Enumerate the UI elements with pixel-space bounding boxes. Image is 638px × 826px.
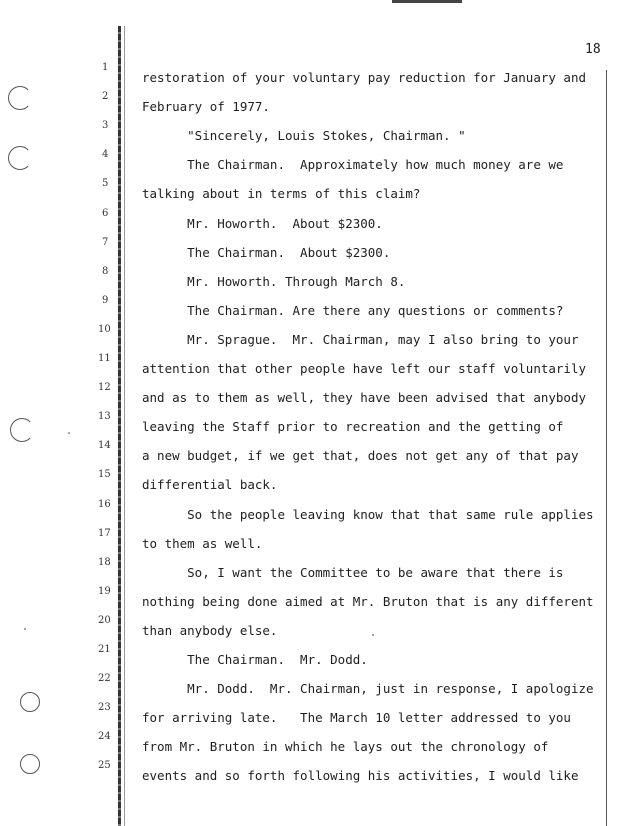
transcript-line: events and so forth following his activities, I would like xyxy=(142,768,579,784)
scan-speck xyxy=(68,432,70,434)
transcript-line: So the people leaving know that that same rule applies xyxy=(142,506,594,522)
transcript-line: Mr. Dodd. Mr. Chairman, just in response, I apologize xyxy=(142,681,594,697)
transcript-line: restoration of your voluntary pay reduction for January and xyxy=(142,70,587,85)
line-number: 5 xyxy=(102,178,109,190)
line-number: 19 xyxy=(98,585,111,597)
line-number: 7 xyxy=(102,236,109,248)
binder-hole-icon xyxy=(8,86,32,110)
page-number: 18 xyxy=(585,42,601,57)
transcript-line: The Chairman. Approximately how much money are we xyxy=(142,157,564,173)
line-number: 24 xyxy=(98,731,111,743)
scan-speck xyxy=(372,634,374,636)
line-number: 3 xyxy=(102,120,109,132)
line-number: 22 xyxy=(98,673,111,685)
transcript-line: So, I want the Committee to be aware that there is xyxy=(142,564,564,580)
binder-hole-icon xyxy=(20,754,40,774)
scan-speck xyxy=(24,628,26,630)
binder-hole-icon xyxy=(10,418,34,442)
line-number: 17 xyxy=(98,527,111,539)
transcript-line: a new budget, if we get that, does not get any of that pay xyxy=(142,448,579,464)
line-number: 14 xyxy=(98,440,111,452)
binder-hole-icon xyxy=(8,146,32,170)
right-margin-rule xyxy=(606,70,607,826)
transcript-line: "Sincerely, Louis Stokes, Chairman. " xyxy=(142,128,466,144)
line-number: 2 xyxy=(102,91,109,103)
transcript-line: differential back. xyxy=(142,477,278,493)
line-number: 11 xyxy=(98,353,111,364)
line-number: 10 xyxy=(98,323,111,335)
transcript-line: and as to them as well, they have been advised that anybody xyxy=(142,390,587,406)
left-margin-rule xyxy=(118,26,121,826)
transcript-line: February of 1977. xyxy=(142,99,270,115)
line-number: 9 xyxy=(102,294,109,306)
transcript-line: attention that other people have left our staff voluntarily xyxy=(142,361,587,376)
transcript-line: leaving the Staff prior to recreation and the getting of xyxy=(142,419,564,435)
transcript-line: to them as well. xyxy=(142,535,263,551)
line-number: 18 xyxy=(98,556,111,568)
transcript-line: nothing being done aimed at Mr. Bruton that is any different xyxy=(142,593,594,609)
binder-hole-icon xyxy=(20,692,40,712)
left-margin-rule-inner xyxy=(124,26,125,826)
line-number: 6 xyxy=(102,207,109,219)
line-number: 16 xyxy=(98,498,111,510)
transcript-line: The Chairman. Mr. Dodd. xyxy=(142,652,368,667)
line-number: 25 xyxy=(98,760,111,772)
line-number: 8 xyxy=(102,265,109,277)
line-number: 1 xyxy=(102,62,109,73)
transcript-line: from Mr. Bruton in which he lays out the chronology of xyxy=(142,739,549,755)
transcript-line: The Chairman. Are there any questions or comments? xyxy=(142,302,564,318)
line-number: 13 xyxy=(98,411,111,423)
line-number: 4 xyxy=(102,149,109,161)
transcript-line: than anybody else. xyxy=(142,622,278,638)
top-edge-mark xyxy=(392,0,462,3)
line-number: 21 xyxy=(98,644,111,655)
transcript-line: Mr. Howorth. About $2300. xyxy=(142,215,383,231)
line-number: 20 xyxy=(98,614,111,626)
line-number: 12 xyxy=(98,382,111,394)
line-number: 23 xyxy=(98,702,111,714)
line-number: 15 xyxy=(98,469,111,481)
transcript-line: talking about in terms of this claim? xyxy=(142,186,421,202)
transcript-line: Mr. Sprague. Mr. Chairman, may I also bring to your xyxy=(142,331,579,347)
transcript-line: The Chairman. About $2300. xyxy=(142,244,391,260)
transcript-line: for arriving late. The March 10 letter addressed to you xyxy=(142,710,571,726)
transcript-line: Mr. Howorth. Through March 8. xyxy=(142,273,406,289)
